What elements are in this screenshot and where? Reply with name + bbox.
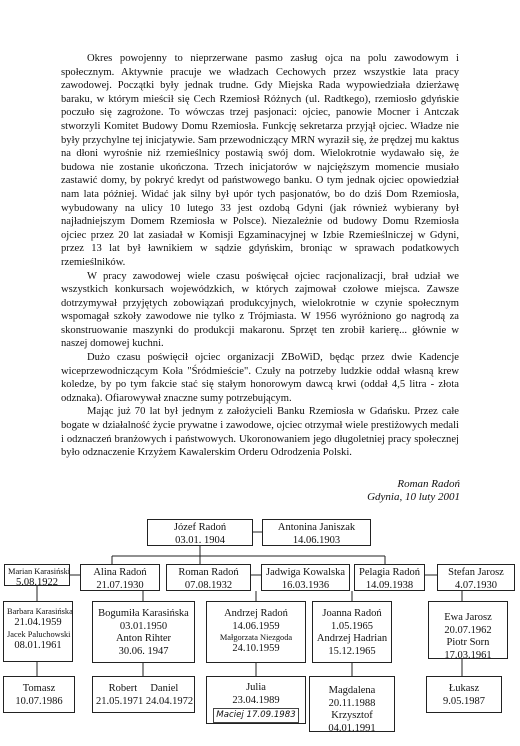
node-name: Pelagia Radoń (359, 567, 420, 578)
tree-node-stefan-jarosz (437, 564, 515, 591)
node-date: 07.08.1932 (184, 579, 233, 591)
node-name: Ewa Jarosz (444, 612, 492, 623)
tree-node-robert-daniel (92, 676, 195, 713)
node-spouse-date: 30.06. 1947 (118, 645, 169, 657)
node-date: 5.08.1922 (16, 577, 58, 588)
tree-node-bogumila-karasinska (92, 601, 195, 663)
node-date: 9.05.1987 (443, 695, 485, 707)
node-name: Łukasz (448, 683, 480, 694)
node-date: 21.07.1930 (96, 579, 144, 591)
node-date: 20.11.1988 (328, 697, 376, 709)
tree-node-ewa-jarosz (428, 601, 508, 659)
node-name: Joanna Radoń (322, 608, 382, 619)
node-date: 20.07.1962 (444, 624, 492, 636)
node-spouse-date: 08.01.1961 (14, 639, 62, 651)
node-date: 03.01.1950 (119, 620, 168, 632)
signature-place-date: Gdynia, 10 luty 2001 (367, 491, 460, 503)
node-date-robert: 21.05.1971 (96, 695, 144, 707)
node-spouse-name: Jacek Paluchowski (7, 629, 71, 639)
node-name: Barbara Karasińska (7, 607, 73, 616)
node-date: 21.04.1959 (14, 617, 62, 628)
tree-node-jadwiga-kowalska (261, 564, 350, 591)
node-name: Bogumiła Karasińska (98, 608, 189, 619)
handwritten-annotation: Maciej 17.09.1983 (213, 708, 298, 723)
tree-node-roman-radon (166, 564, 251, 591)
node-date: 14.06.1959 (232, 620, 280, 632)
node-date: 4.07.1930 (455, 579, 497, 591)
node-spouse-name: Piotr Sorn (446, 637, 490, 648)
node-name: Andrzej Radoń (224, 608, 288, 619)
node-name: Jadwiga Kowalska (265, 567, 346, 578)
node-name: Tomasz (22, 683, 56, 694)
node-name: Marian Karasiński (8, 567, 71, 576)
node-names (96, 683, 191, 696)
node-name-daniel: Daniel (150, 683, 179, 694)
node-spouse-name: Andrzej Hadrian (316, 633, 388, 644)
node-date: 23.04.1989 (232, 694, 280, 706)
node-spouse-name: Anton Rihter (115, 633, 172, 644)
tree-node-magdalena (309, 676, 395, 732)
paragraph-2: W pracy zawodowej wiele czasu poświęcał ojciec racjonalizacji, brał udział we wszystkich konkursach wojewódzkich, w których zajmował czołowe miejsca. Zawsze dotrzymywał przyjętych zobowiązań produkcyjnych, wielokrotnie w czynie społecznym wspomagał szkoły zawodowe nie tylko z Trójmiasta. W 1956 wyróżniono go nagrodą za skonstruowanie maszynki do produkcji makaronu. Sprzęt ten zrobił karierę... głównie w naszej domowej kuchni. (61, 270, 459, 350)
node-date: 14.06.1903 (292, 534, 341, 546)
node-date: 03.01. 1904 (175, 534, 225, 546)
signature-author: Roman Radoń (397, 478, 460, 490)
paragraph-3: Dużo czasu poświęcił ojciec organizacji ZBoWiD, będąc przez dwie Kadencje wiceprzewodniczącym Koła "Śródmieście". Czuły na potrzeby ludzkie oddał własną krew koledze, by po tym fakcie stać się stałym honorowym dawcą krwi (oddał 4,5 litra - złota odznaka). Ofiarowywał znaczne sumy potrzebującym. (61, 352, 459, 404)
node-date: 1.05.1965 (331, 620, 373, 632)
tree-node-julia (206, 676, 306, 724)
tree-node-tomasz (3, 676, 75, 713)
node-spouse-date: 15.12.1965 (328, 645, 376, 657)
paragraph-1: Okres powojenny to nieprzerwane pasmo zasług ojca na polu zawodowym i społecznym. Aktywnie pracuje we władzach Cechowych przez wszystkie lata pracy zawodowej. Początki były jednak trudne. Gdy Miejska Rada wypowiedziała dzierżawę baraku, w którym mieścił się Cech Rzemiosł Różnych (ul. Radtkego), rzemiosło gdyńskie poczuło się zagrożone. To wówczas trzej pasjonaci: ojciec, panowie Mocner i Antczak stworzyli Komitet Budowy Domu Rzemiosła. Funkcję sekretarza przyjął ojciec. Władze nie były przychylne tej inicjatywie. Sam przewodniczący MRN wyraził się, że prędzej mu kaktus na dłoni wyrośnie niż rzemieślnicy postawią swój dom. Wielokrotnie wydawało się, że budowa nie zostanie ukończona. Trzech inicjatorów w najcięższym momencie musiało zastawić domy, by pokryć kredyt od państwowego banku. O tym jednak ojciec opowiedział nam lata później. Widać jak silny był upór tych pasjonatów, bo do dziś Dom Rzemiosła, wybudowany na ulicy 10 lutego 33 jest ozdobą Gdyni (jak również wybierany był najładniejszym Domem Rzemiosła w Polsce). Niezależnie od budowy Domu Rzemiosła ojciec przez 20 lat zasiadał w Komisji Egzaminacyjnej w Izbie Rzemieślniczej w Gdyni, przez 13 lat był ławnikiem w sądzie gdyńskim, broniąc w sprawach podatkowych rzemieślników. (61, 53, 459, 268)
node-date: 16.03.1936 (281, 579, 330, 591)
tree-node-marian-karasinski (4, 564, 70, 586)
node-spouse-date: 17.03.1961 (444, 649, 492, 661)
node-dates (96, 695, 194, 709)
node-name: Alina Radoń (93, 567, 147, 578)
node-spouse-date: 24.10.1959 (232, 643, 280, 654)
node-spouse-name: Małgorzata Niezgoda (219, 633, 293, 642)
node-date: 14.09.1938 (365, 579, 414, 591)
node-name: Julia (246, 682, 266, 693)
node-name: Antonina Janiszak (277, 522, 356, 533)
node-name-robert: Robert (108, 683, 138, 694)
tree-node-joanna-radon (312, 601, 392, 663)
tree-node-barbara-karasinska (3, 601, 73, 662)
tree-node-jozef-radon (147, 519, 253, 546)
tree-node-pelagia-radon (354, 564, 425, 591)
node-name: Stefan Jarosz (448, 567, 504, 578)
node-name: Józef Radoń (173, 522, 227, 533)
node-date: 10.07.1986 (15, 695, 63, 707)
tree-node-lukasz (426, 676, 502, 713)
node-sibling-date: 04.01.1991 (328, 722, 376, 734)
tree-node-andrzej-radon (206, 601, 306, 663)
tree-node-alina-radon (80, 564, 160, 591)
node-sibling-name: Krzysztof (331, 710, 373, 721)
paragraph-4: Mając już 70 lat był jednym z założycieli Banku Rzemiosła w Gdańsku. Przez całe bogate w działalność życie prywatne i zawodowe, ojciec otrzymał wiele prestiżowych medali i odznaczeń branżowych i państwowych. Ukoronowaniem jego długoletniej pracy społecznej było odznaczenie Krzyżem Kawalerskim Orderu Odrodzenia Polski. (61, 406, 459, 459)
node-date-daniel: 24.04.1972 (145, 695, 194, 707)
node-name: Magdalena (328, 685, 376, 696)
node-name: Roman Radoń (178, 567, 239, 578)
tree-node-antonina-janiszak (262, 519, 371, 546)
